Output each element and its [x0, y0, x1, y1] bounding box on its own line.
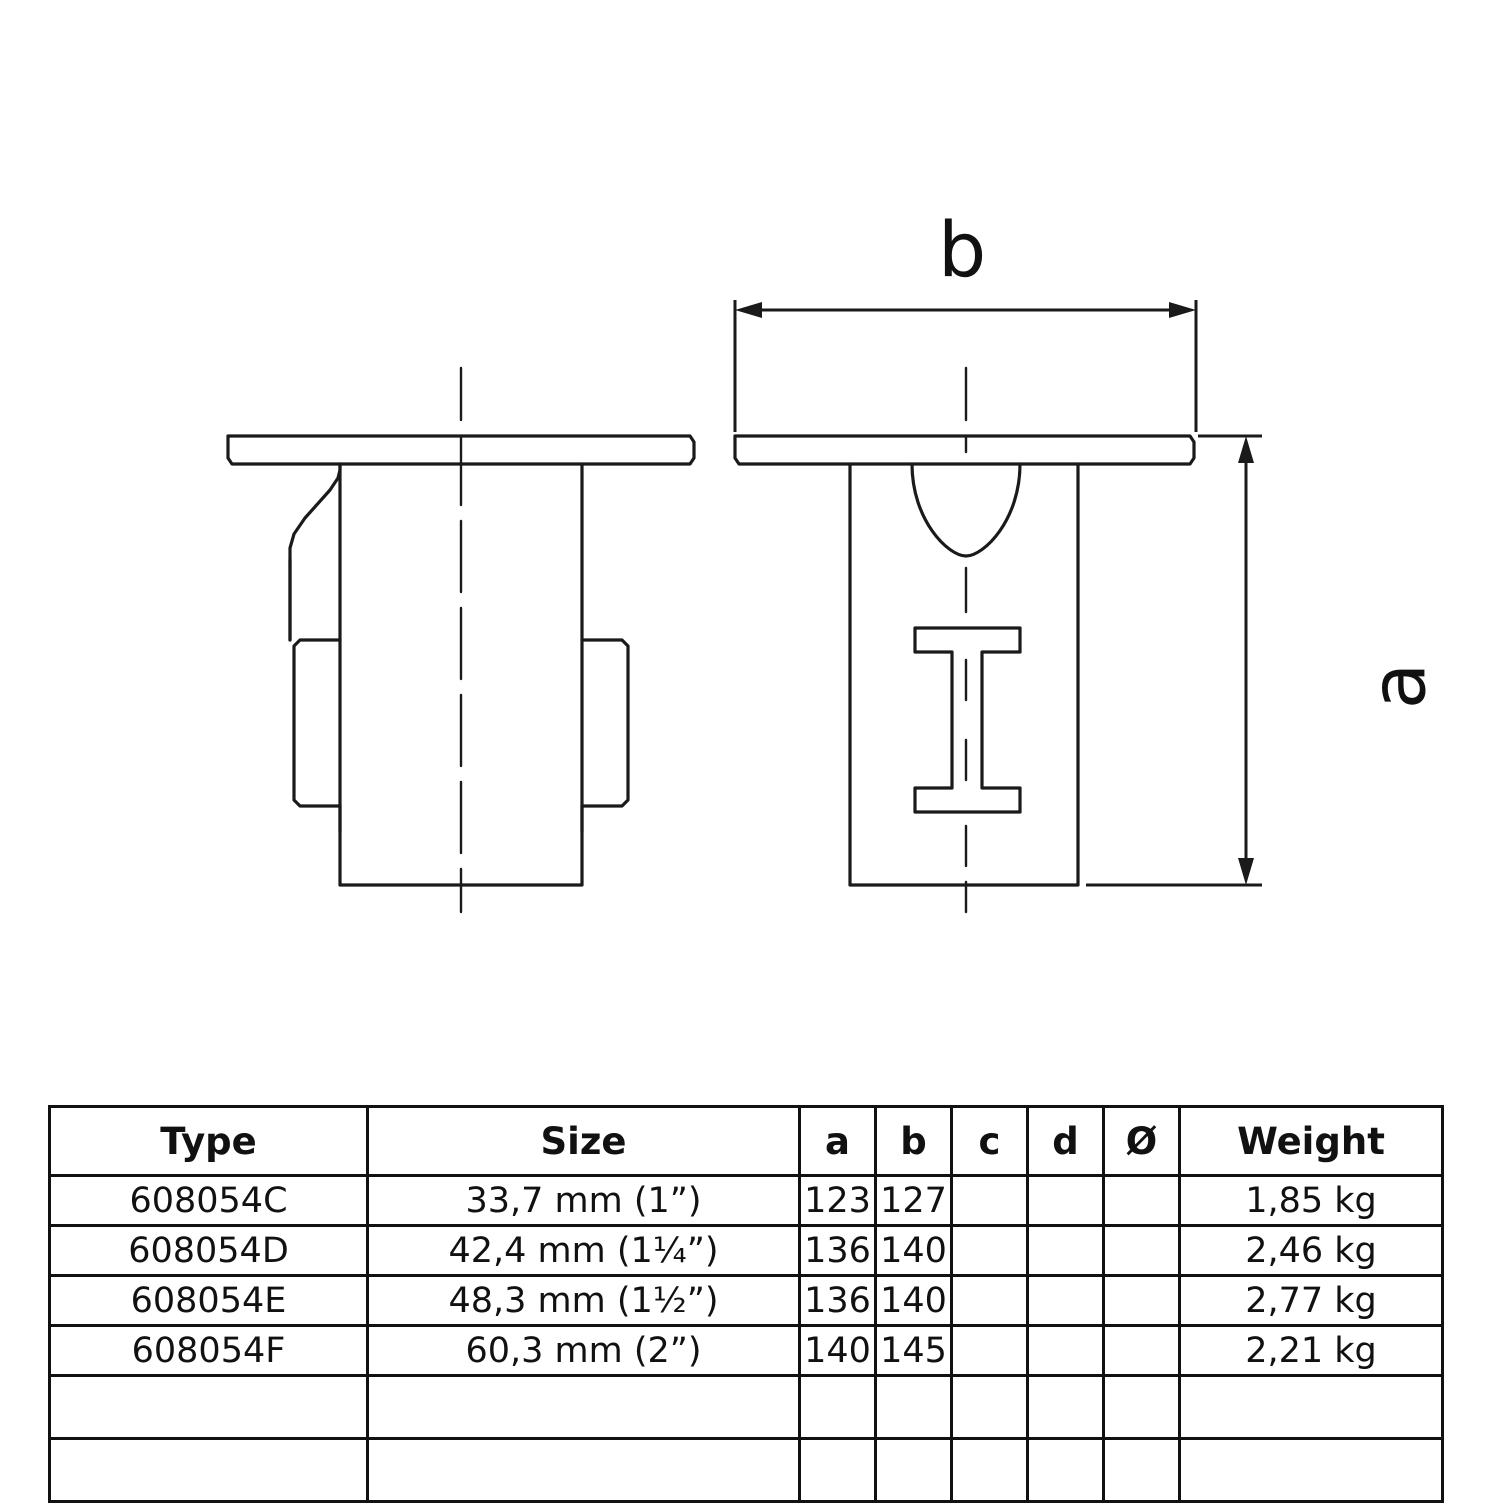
table-row-empty: [50, 1439, 1443, 1502]
front-view: [735, 368, 1194, 912]
cell-size: 60,3 mm (2”): [368, 1326, 800, 1376]
cell-b: 145: [876, 1326, 952, 1376]
cell-empty: [1180, 1439, 1443, 1502]
table-row: [50, 1326, 1443, 1376]
cell-a: 136: [800, 1276, 876, 1326]
cell-empty: [800, 1439, 876, 1502]
cell-weight: 2,21 kg: [1180, 1326, 1443, 1376]
cell-size: 42,4 mm (1¼”): [368, 1226, 800, 1276]
header-c: c: [952, 1107, 1028, 1176]
cell-type: 608054E: [50, 1276, 368, 1326]
cell-diameter: [1104, 1226, 1180, 1276]
cell-empty: [368, 1439, 800, 1502]
table-header-row: [50, 1107, 1443, 1176]
cell-empty: [50, 1376, 368, 1439]
cell-empty: [876, 1376, 952, 1439]
cell-weight: 2,77 kg: [1180, 1276, 1443, 1326]
cell-a: 136: [800, 1226, 876, 1276]
cell-size: 33,7 mm (1”): [368, 1176, 800, 1226]
cell-b: 140: [876, 1226, 952, 1276]
header-d: d: [1028, 1107, 1104, 1176]
dimension-label-a: a: [1353, 662, 1443, 710]
cell-diameter: [1104, 1276, 1180, 1326]
cell-empty: [50, 1439, 368, 1502]
cell-size: 48,3 mm (1½”): [368, 1276, 800, 1326]
header-type: Type: [50, 1107, 368, 1176]
cell-c: [952, 1326, 1028, 1376]
cell-empty: [952, 1439, 1028, 1502]
cell-a: 123: [800, 1176, 876, 1226]
cell-c: [952, 1226, 1028, 1276]
cell-d: [1028, 1176, 1104, 1226]
cell-empty: [1028, 1439, 1104, 1502]
table-row: [50, 1176, 1443, 1226]
cell-weight: 1,85 kg: [1180, 1176, 1443, 1226]
header-diameter: Ø: [1104, 1107, 1180, 1176]
cell-empty: [952, 1376, 1028, 1439]
cell-weight: 2,46 kg: [1180, 1226, 1443, 1276]
cell-empty: [1180, 1376, 1443, 1439]
cell-d: [1028, 1276, 1104, 1326]
cell-diameter: [1104, 1326, 1180, 1376]
cell-c: [952, 1276, 1028, 1326]
cell-d: [1028, 1326, 1104, 1376]
dimension-label-b: b: [938, 205, 987, 294]
cell-empty: [1028, 1376, 1104, 1439]
header-a: a: [800, 1107, 876, 1176]
cell-empty: [1104, 1439, 1180, 1502]
table-row: [50, 1226, 1443, 1276]
cell-empty: [800, 1376, 876, 1439]
cell-empty: [1104, 1376, 1180, 1439]
table-row-empty: [50, 1376, 1443, 1439]
table-row: [50, 1276, 1443, 1326]
cell-diameter: [1104, 1176, 1180, 1226]
header-b: b: [876, 1107, 952, 1176]
cell-d: [1028, 1226, 1104, 1276]
header-size: Size: [368, 1107, 800, 1176]
side-view: [228, 368, 694, 912]
cell-empty: [368, 1376, 800, 1439]
cell-b: 127: [876, 1176, 952, 1226]
cell-type: 608054F: [50, 1326, 368, 1376]
cell-empty: [876, 1439, 952, 1502]
header-weight: Weight: [1180, 1107, 1443, 1176]
specification-table: [48, 1105, 1444, 1503]
dimension-a: [1086, 436, 1262, 885]
specification-table-container: [48, 1105, 1441, 1503]
cell-type: 608054C: [50, 1176, 368, 1226]
cell-a: 140: [800, 1326, 876, 1376]
cell-c: [952, 1176, 1028, 1226]
cell-b: 140: [876, 1276, 952, 1326]
cell-type: 608054D: [50, 1226, 368, 1276]
